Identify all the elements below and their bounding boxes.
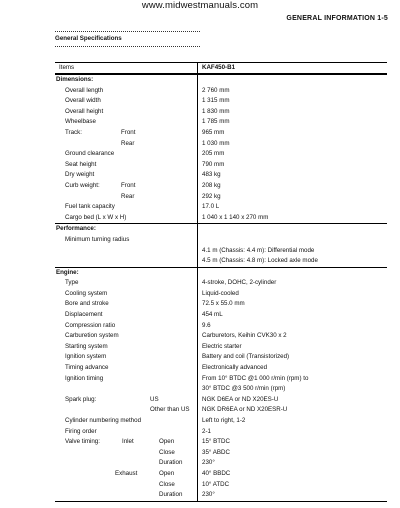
table-body: [55, 74, 387, 501]
spec-value: 35° ABDC: [202, 448, 230, 456]
spec-label: Minimum turning radius: [65, 235, 130, 243]
section-title: General Specifications: [55, 35, 122, 42]
table-row: [55, 107, 387, 118]
dotted-rule-top: [55, 31, 200, 32]
spec-value: 15° BTDC: [202, 438, 230, 446]
spec-value: Electronically advanced: [202, 364, 268, 372]
spec-sublabel: Inlet: [122, 438, 134, 446]
spec-value: 4.1 m (Chassis: 4.4 m): Differential mode: [202, 246, 315, 254]
spec-sublabel-2: Open: [159, 438, 175, 446]
spec-value: 1 315 mm: [202, 97, 230, 105]
spec-sublabel-2: Close: [159, 480, 175, 488]
table-row: [55, 192, 387, 203]
spec-value: 790 mm: [202, 160, 225, 168]
table-row: [55, 128, 387, 139]
spec-sublabel: Exhaust: [115, 469, 138, 477]
spec-sublabel-2: Close: [159, 448, 175, 456]
spec-value: 9.6: [202, 321, 211, 329]
table-row: [55, 117, 387, 128]
table-row: [55, 416, 387, 427]
spec-sublabel: US: [150, 395, 159, 403]
table-row: [55, 490, 387, 501]
spec-label: Timing advance: [65, 364, 109, 372]
spec-value: 40° BBDC: [202, 469, 231, 477]
spec-value: 230°: [202, 491, 215, 499]
spec-value: 2 760 mm: [202, 86, 230, 94]
table-row: [55, 331, 387, 342]
table-row: [55, 310, 387, 321]
spec-label: Type: [65, 279, 79, 287]
section-row: [55, 267, 387, 279]
table-row: [55, 170, 387, 181]
table-row: [55, 246, 387, 257]
table-row: [55, 427, 387, 438]
spec-value: 205 mm: [202, 150, 225, 158]
items-column-header: Items: [59, 64, 75, 71]
table-row: [55, 405, 387, 416]
table-row: [55, 342, 387, 353]
spec-label: Valve timing:: [65, 438, 100, 446]
spec-label: Cargo bed (L x W x H): [65, 213, 127, 221]
table-row: [55, 149, 387, 160]
table-row: [55, 384, 387, 395]
table-row: [55, 181, 387, 192]
section-row: [55, 223, 387, 235]
spec-sublabel: Front: [121, 181, 136, 189]
table-row: [55, 363, 387, 374]
spec-value: 483 kg: [202, 171, 221, 179]
page-header: GENERAL INFORMATION 1-5: [286, 15, 388, 22]
spec-value: From 10° BTDC @1 000 r/min (rpm) to: [202, 374, 309, 382]
spec-label: Track:: [65, 128, 82, 136]
spec-value: 30° BTDC @3 500 r/min (rpm): [202, 385, 286, 393]
table-row: [55, 480, 387, 491]
spec-label: Curb weight:: [65, 181, 100, 189]
spec-value: 292 kg: [202, 192, 221, 200]
spec-value: Electric starter: [202, 342, 242, 350]
spec-label: Overall length: [65, 86, 104, 94]
spec-value: 230°: [202, 459, 215, 467]
table-row: [55, 437, 387, 448]
spec-value: 4-stroke, DOHC, 2-cylinder: [202, 279, 277, 287]
spec-label: Carburetion system: [65, 332, 119, 340]
table-row: [55, 395, 387, 406]
table-row: [55, 289, 387, 300]
table-row: [55, 256, 387, 267]
source-url: www.midwestmanuals.com: [141, 0, 259, 11]
spec-value: 965 mm: [202, 128, 225, 136]
spec-value: 1 785 mm: [202, 118, 230, 126]
table-row: [55, 235, 387, 246]
section-label: Performance:: [56, 225, 96, 233]
spec-value: 1 030 mm: [202, 139, 230, 147]
spec-value: 4.5 m (Chassis: 4.8 m): Locked axle mode: [202, 257, 318, 265]
spec-value: NGK DR6EA or ND X20ESR-U: [202, 406, 288, 414]
table-row: [55, 160, 387, 171]
spec-value: 2-1: [202, 427, 211, 435]
spec-value: 208 kg: [202, 181, 221, 189]
spec-value: 454 mL: [202, 311, 223, 319]
spec-label: Firing order: [65, 427, 97, 435]
spec-label: Compression ratio: [65, 321, 116, 329]
table-row: [55, 352, 387, 363]
spec-label: Cylinder numbering method: [65, 417, 142, 424]
spec-value: Liquid-cooled: [202, 289, 239, 297]
spec-value: 1 040 x 1 140 x 270 mm: [202, 213, 269, 221]
spec-label: Displacement: [65, 311, 103, 319]
spec-value: Battery and coil (Transistorized): [202, 353, 290, 361]
spec-value: Carburetors, Keihin CVK30 x 2: [202, 332, 287, 340]
spec-label: Dry weight: [65, 171, 95, 179]
spec-value: 17.0 L: [202, 203, 220, 211]
table-row: [55, 469, 387, 480]
spec-sublabel: Rear: [121, 139, 135, 147]
spec-value: Left to right, 1-2: [202, 417, 246, 424]
table-row: [55, 96, 387, 107]
spec-label: Ignition timing: [65, 374, 104, 382]
spec-sublabel: Front: [121, 128, 136, 136]
table-row: [55, 278, 387, 289]
section-label: Engine:: [56, 268, 79, 276]
table-header-row: [55, 63, 387, 74]
spec-value: 1 830 mm: [202, 107, 230, 115]
table-row: [55, 86, 387, 97]
table-row: [55, 321, 387, 332]
table-row: [55, 374, 387, 385]
spec-sublabel-2: Duration: [159, 459, 183, 467]
spec-label: Ignition system: [65, 353, 107, 361]
spec-sublabel: Other than US: [150, 406, 190, 414]
table-row: [55, 213, 387, 224]
spec-label: Seat height: [65, 160, 97, 168]
dotted-rule-bottom: [55, 46, 200, 47]
spec-label: Overall width: [65, 97, 101, 105]
table-row: [55, 458, 387, 469]
spec-label: Ground clearance: [65, 150, 115, 158]
spec-sublabel-2: Duration: [159, 491, 183, 499]
spec-sublabel-2: Open: [159, 469, 175, 477]
model-column-header: KAF450-B1: [202, 64, 236, 71]
spec-label: Wheelbase: [65, 118, 96, 126]
table-row: [55, 448, 387, 459]
spec-label: Bore and stroke: [65, 300, 109, 308]
spec-sublabel: Rear: [121, 192, 135, 200]
section-row: [55, 74, 387, 86]
spec-value: 72.5 x 55.0 mm: [202, 300, 245, 308]
table-row: [55, 299, 387, 310]
spec-label: Cooling system: [65, 289, 108, 297]
spec-label: Fuel tank capacity: [65, 203, 115, 211]
spec-label: Overall height: [65, 107, 104, 115]
spec-label: Starting system: [65, 342, 108, 350]
spec-label: Spark plug:: [65, 395, 97, 403]
section-label: Dimensions:: [56, 76, 94, 83]
spec-value: 10° ATDC: [202, 480, 230, 488]
table-row: [55, 139, 387, 150]
spec-value: NGK D6EA or ND X20ES-U: [202, 395, 279, 403]
spec-table: [55, 62, 387, 502]
table-row: [55, 202, 387, 213]
